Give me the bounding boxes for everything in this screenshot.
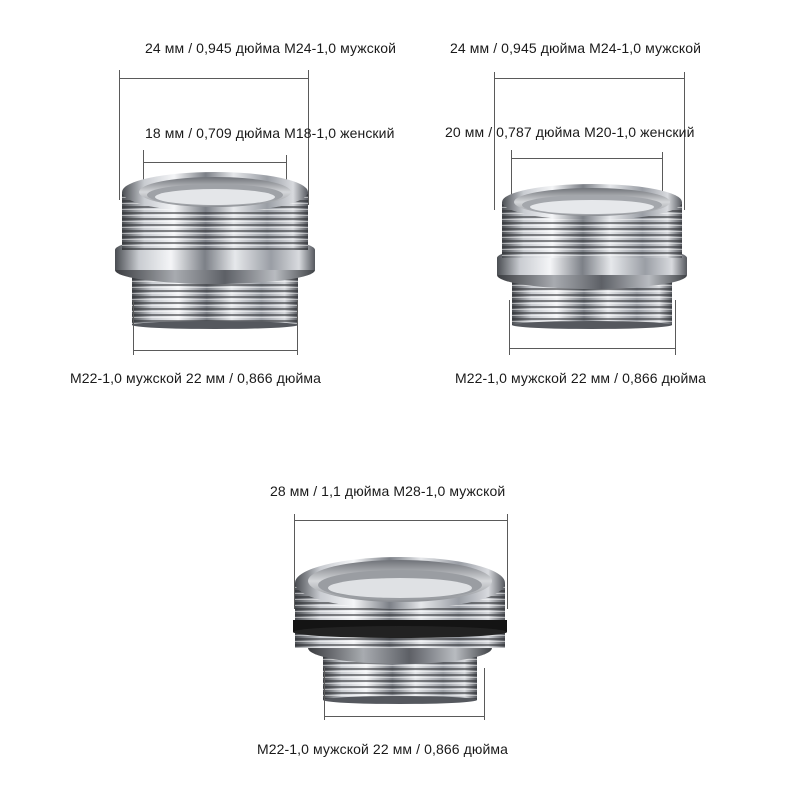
adapter-3-bottom-label: M22-1,0 мужской 22 мм / 0,866 дюйма <box>257 741 509 757</box>
adapter-3-bottom-dim-right-tick <box>484 668 485 720</box>
adapter-1-top-dim-line <box>119 78 309 79</box>
adapter-1-bottom-dim-line <box>133 350 298 351</box>
adapter-1-mid-label: 18 мм / 0,709 дюйма M18-1,0 женский <box>145 125 395 141</box>
adapter-3-bottom-dim-line <box>324 716 485 717</box>
adapter-1-bottom-dim-left-tick <box>133 300 134 355</box>
adapter-3-bottom-dim-left-tick <box>324 668 325 720</box>
adapter-1-mid-dim-line <box>143 162 287 163</box>
adapter-1-bottom-dim-right-tick <box>297 300 298 355</box>
adapter-2-bottom-dim-line <box>509 348 676 349</box>
adapter-1-photo <box>110 170 320 330</box>
adapter-1-top-label: 24 мм / 0,945 дюйма M24-1,0 мужской <box>145 40 397 56</box>
adapter-2-photo <box>490 180 695 330</box>
adapter-2-bottom-label: M22-1,0 мужской 22 мм / 0,866 дюйма <box>455 370 707 386</box>
adapter-2-mid-dim-line <box>511 158 663 159</box>
adapter-2-top-label: 24 мм / 0,945 дюйма M24-1,0 мужской <box>450 40 702 56</box>
adapter-2-top-dim-line <box>494 78 685 79</box>
adapter-1-bottom-label: M22-1,0 мужской 22 мм / 0,866 дюйма <box>70 370 322 386</box>
adapter-3-top-dim-line <box>294 520 508 521</box>
adapter-2-mid-label: 20 мм / 0,787 дюйма M20-1,0 женский <box>445 124 695 140</box>
adapter-3-photo <box>285 548 515 708</box>
adapter-3-top-label: 28 мм / 1,1 дюйма M28-1,0 мужской <box>270 483 506 499</box>
adapter-2-bottom-dim-left-tick <box>509 300 510 355</box>
adapter-2-bottom-dim-right-tick <box>675 300 676 355</box>
